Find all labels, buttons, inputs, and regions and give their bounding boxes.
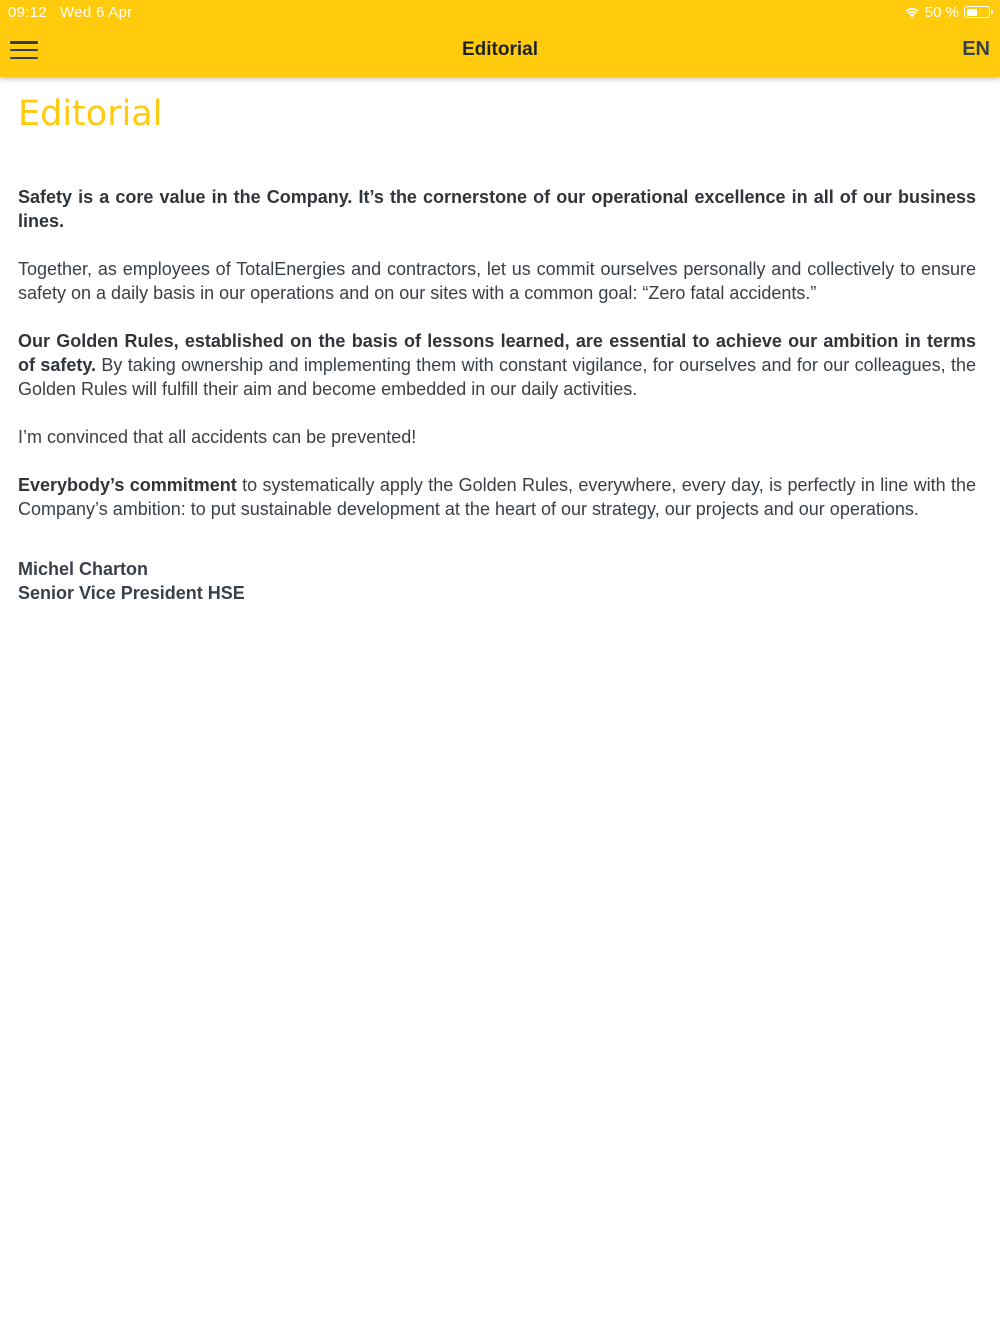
top-navigation-bar: [0, 0, 1000, 77]
battery-nub: [991, 10, 993, 14]
paragraph-1: [18, 185, 976, 233]
paragraph-bold: Our Golden Rules, established on the basis of lessons learned, are essential to achieve our ambition in terms of safety.: [18, 331, 976, 375]
language-selector-button[interactable]: EN: [962, 38, 990, 60]
paragraph-text: to systematically apply the Golden Rules, everywhere, every day, is perfectly in line with the Company’s ambition: to put sustainable development at the heart of our strategy, our projects and our operations.: [18, 475, 976, 519]
page-title: Editorial: [18, 94, 163, 134]
paragraph-3: [18, 329, 976, 401]
paragraph-bold: Everybody’s commitment: [18, 475, 237, 495]
battery-fill: [967, 9, 978, 16]
status-indicators: [904, 3, 990, 21]
editorial-content: [18, 92, 976, 605]
paragraph-text: Together, as employees of TotalEnergies and contractors, let us commit ourselves personally and collectively to ensure safety on a daily basis in our operations and on our sites with a common goal: “Zero fatal accidents.”: [18, 259, 976, 303]
battery-icon: [964, 6, 990, 18]
signature-name: Michel Charton: [18, 559, 149, 579]
signature-block: [18, 557, 976, 605]
paragraph-4: [18, 425, 976, 449]
battery-percentage: 50 %: [924, 3, 959, 21]
paragraph-text: I’m convinced that all accidents can be prevented!: [18, 427, 417, 447]
status-date: Wed 6 Apr: [60, 4, 133, 21]
signature-role: Senior Vice President HSE: [18, 583, 245, 603]
paragraph-2: [18, 257, 976, 305]
status-time: 09:12: [8, 4, 48, 21]
nav-title: Editorial: [461, 39, 538, 60]
paragraph-text: By taking ownership and implementing them with constant vigilance, for ourselves and for our colleagues, the Golden Rules will fulfill their aim and become embedded in our daily activities.: [18, 355, 976, 399]
wifi-icon: [904, 6, 920, 18]
paragraph-bold: Safety is a core value in the Company. It’s the cornerstone of our operational excellence in all of our business lines.: [18, 187, 976, 231]
paragraph-5: [18, 473, 976, 521]
